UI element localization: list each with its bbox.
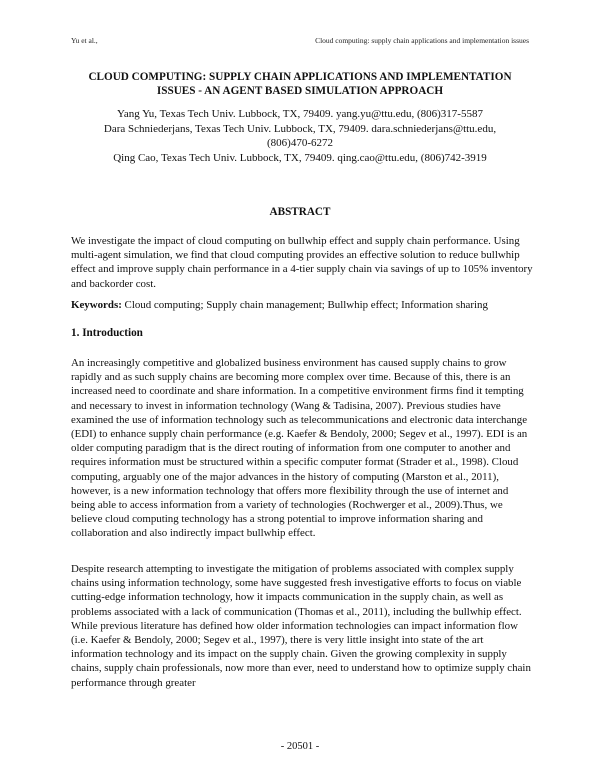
author-list <box>60 107 540 165</box>
author-line: Qing Cao, Texas Tech Univ. Lubbock, TX, 79409. qing.cao@ttu.edu, (806)742-3919 <box>113 151 487 164</box>
section-heading: 1. Introduction <box>71 327 143 339</box>
keywords-text: Cloud computing; Supply chain management; Bullwhip effect; Information sharing <box>121 299 488 311</box>
keywords <box>71 298 533 312</box>
abstract-heading: ABSTRACT <box>269 206 331 218</box>
abstract-text: We investigate the impact of cloud computing on bullwhip effect and supply chain performance. Using multi-agent simulation, we find that cloud computing provides an effective solution to reduce bullwhip effect and improve supply chain performance in a 4-tier supply chain via savings of up to 105% inventory and backorder cost. <box>71 235 533 290</box>
body-paragraph: Despite research attempting to investigate the mitigation of problems associated with complex supply chains using information technology, some have suggested fresh investigative efforts to focus on viable cutting-edge information technology, how it impacts communication in the supply chain, as well as problems associated with a lack of communication (Thomas et al., 2011), including the bullwhip effect. While previous literature has defined how older information technologies can impact information flow (i.e. Kaefer & Bendoly, 2000; Segev et al., 1997), there is very little insight into state of the art information technology and its impact on the supply chain. Given the growing complexity in supply chains, supply chain professionals, now more than ever, need to understand how to optimize supply chain performance through greater <box>71 563 531 689</box>
header-authors: Yu et al., <box>71 36 98 45</box>
page-number: - 20501 - <box>280 741 320 752</box>
header-title: Cloud computing: supply chain applications and implementation issues <box>315 36 529 45</box>
paper-title <box>60 70 540 98</box>
body-paragraph: An increasingly competitive and globalized business environment has caused supply chains to grow rapidly and as such supply chains are becoming more complex over time. Because of this, there is an increased need to coordinate and share information. In a competitive environment firms find it tempting and necessary to invest in information technology (Wang & Tadisina, 2007). Previous studies have examined the use of information technology such as telecommunications and electronic data interchange (EDI) to enhance supply chain performance (e.g. Kaefer & Bendoly, 2000; Segev et al., 1997). EDI is an older computing paradigm that is the direct routing of information from one computer to another and requires information must be structured within a specific computer format (Strader et al., 1998). Cloud computing, arguably one of the major advances in the history of computing (Marston et al., 2011), however, is a new information technology that offers more flexibility through the use of internet and being able to access information from a variety of technologies (Rochwerger et al., 2009).Thus, we believe cloud computing technology has a strong potential to improve information sharing and collaboration and also indirectly impact bullwhip effect. <box>71 357 528 540</box>
keywords-label: Keywords: <box>71 299 122 311</box>
paper-title-line-2: ISSUES - AN AGENT BASED SIMULATION APPROACH <box>156 85 444 97</box>
author-line: (806)470-6272 <box>267 137 333 149</box>
paper-title-line-1: CLOUD COMPUTING: SUPPLY CHAIN APPLICATIONS AND IMPLEMENTATION <box>88 71 512 83</box>
author-line: Yang Yu, Texas Tech Univ. Lubbock, TX, 79409. yang.yu@ttu.edu, (806)317-5587 <box>117 108 483 120</box>
author-line: Dara Schniederjans, Texas Tech Univ. Lubbock, TX, 79409. dara.schniederjans@ttu.edu, <box>103 122 497 135</box>
